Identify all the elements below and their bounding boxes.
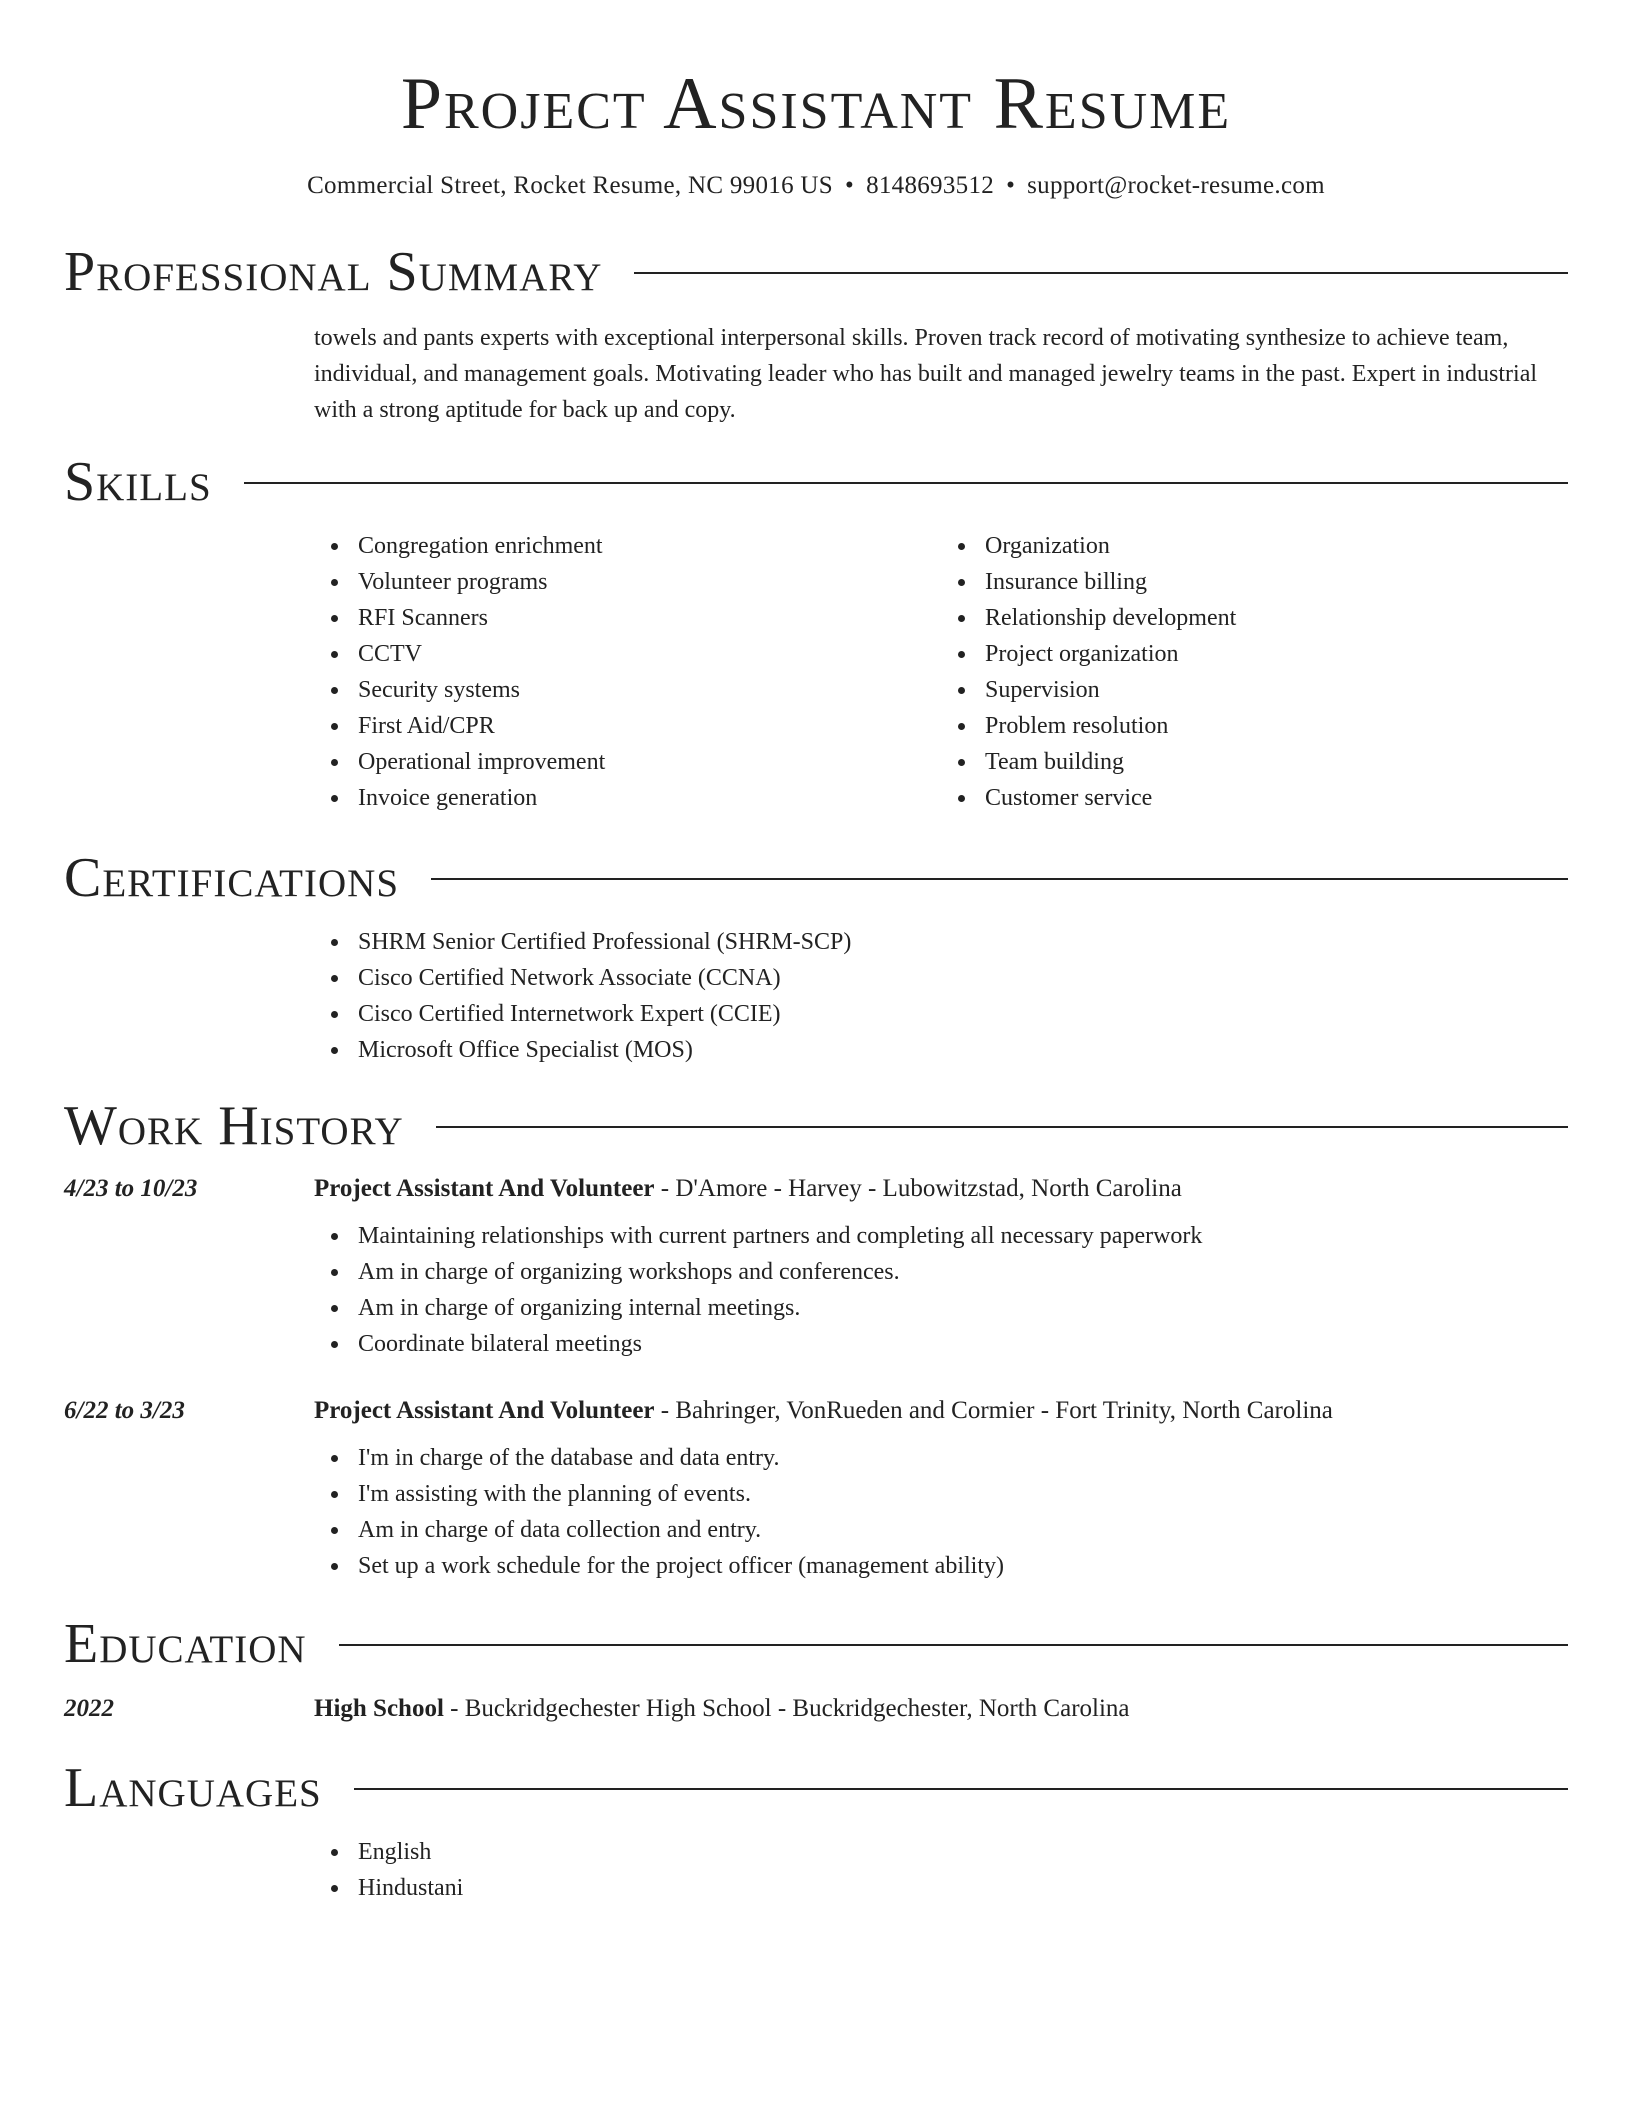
job-entry bbox=[64, 1394, 1568, 1428]
skills-heading: Skills bbox=[64, 451, 212, 513]
certifications-list bbox=[314, 924, 1568, 1068]
languages-heading: Languages bbox=[64, 1757, 322, 1819]
certification-item: Cisco Certified Internetwork Expert (CCIE) bbox=[358, 996, 1568, 1032]
job-bullet: Am in charge of data collection and entry. bbox=[358, 1512, 1568, 1548]
job-dates: 6/22 to 3/23 bbox=[64, 1397, 185, 1424]
skill-item: Team building bbox=[985, 744, 1568, 780]
job-dates: 4/23 to 10/23 bbox=[64, 1175, 198, 1202]
job-bullet: Am in charge of organizing internal meetings. bbox=[358, 1290, 1568, 1326]
education-entry bbox=[64, 1692, 1568, 1726]
skill-item: RFI Scanners bbox=[358, 600, 941, 636]
job-heading bbox=[314, 1172, 1182, 1206]
resume-title: Project Assistant Resume bbox=[400, 63, 1232, 145]
skill-item: Supervision bbox=[985, 672, 1568, 708]
skill-item: CCTV bbox=[358, 636, 941, 672]
section-divider bbox=[354, 1788, 1568, 1790]
job-bullets bbox=[314, 1218, 1568, 1362]
work-section-header bbox=[64, 1094, 1568, 1158]
job-bullets bbox=[314, 1440, 1568, 1584]
skill-item: Project organization bbox=[985, 636, 1568, 672]
skill-item: Problem resolution bbox=[985, 708, 1568, 744]
language-item: English bbox=[358, 1834, 1568, 1870]
job-bullet: I'm assisting with the planning of events. bbox=[358, 1476, 1568, 1512]
education-section-header bbox=[64, 1612, 1568, 1676]
language-item: Hindustani bbox=[358, 1870, 1568, 1906]
skill-item: First Aid/CPR bbox=[358, 708, 941, 744]
job-bullet: Set up a work schedule for the project officer (management ability) bbox=[358, 1548, 1568, 1584]
languages-list bbox=[314, 1834, 1568, 1906]
certifications-section-header bbox=[64, 846, 1568, 910]
job-bullet: I'm in charge of the database and data entry. bbox=[358, 1440, 1568, 1476]
contact-separator: • bbox=[845, 172, 855, 199]
job-heading bbox=[314, 1394, 1333, 1428]
work-heading: Work History bbox=[64, 1095, 404, 1157]
job-bullet: Maintaining relationships with current partners and completing all necessary paperwork bbox=[358, 1218, 1568, 1254]
summary-section-header bbox=[64, 240, 1568, 304]
summary-text: towels and pants experts with exceptional interpersonal skills. Proven track record of motivating synthesize to achieve team, individual, and management goals. Motivating leader who has built and managed jewelry teams in the past. Expert in industrial with a strong aptitude for back up and copy. bbox=[314, 325, 1538, 423]
education-heading-line bbox=[314, 1692, 1130, 1726]
job-entry bbox=[64, 1172, 1568, 1206]
section-divider bbox=[431, 878, 1568, 880]
languages-section-header bbox=[64, 1756, 1568, 1820]
skill-item: Congregation enrichment bbox=[358, 528, 941, 564]
section-divider bbox=[339, 1644, 1568, 1646]
job-bullet: Am in charge of organizing workshops and conferences. bbox=[358, 1254, 1568, 1290]
section-divider bbox=[634, 272, 1568, 274]
skill-item: Security systems bbox=[358, 672, 941, 708]
education-details: - Buckridgechester High School - Buckridgechester, North Carolina bbox=[443, 1695, 1130, 1722]
contact-separator: • bbox=[1006, 172, 1016, 199]
certification-item: SHRM Senior Certified Professional (SHRM-SCP) bbox=[358, 924, 1568, 960]
skill-item: Operational improvement bbox=[358, 744, 941, 780]
skill-item: Invoice generation bbox=[358, 780, 941, 816]
skill-item: Relationship development bbox=[985, 600, 1568, 636]
job-title: Project Assistant And Volunteer bbox=[314, 1397, 655, 1424]
education-year: 2022 bbox=[64, 1695, 114, 1722]
summary-heading: Professional Summary bbox=[64, 241, 603, 303]
job-details: - Bahringer, VonRueden and Cormier - Fort Trinity, North Carolina bbox=[654, 1397, 1333, 1424]
skill-item: Volunteer programs bbox=[358, 564, 941, 600]
certifications-heading: Certifications bbox=[64, 847, 400, 909]
contact-email: support@rocket-resume.com bbox=[1027, 172, 1325, 199]
certification-item: Cisco Certified Network Associate (CCNA) bbox=[358, 960, 1568, 996]
certification-item: Microsoft Office Specialist (MOS) bbox=[358, 1032, 1568, 1068]
job-details: - D'Amore - Harvey - Lubowitzstad, North Carolina bbox=[654, 1175, 1182, 1202]
section-divider bbox=[244, 482, 1568, 484]
section-divider bbox=[436, 1126, 1568, 1128]
skills-list bbox=[314, 528, 1568, 816]
education-heading: Education bbox=[64, 1613, 307, 1675]
skill-item: Insurance billing bbox=[985, 564, 1568, 600]
skills-column-right bbox=[941, 528, 1568, 816]
skill-item: Organization bbox=[985, 528, 1568, 564]
job-bullet: Coordinate bilateral meetings bbox=[358, 1326, 1568, 1362]
job-title: Project Assistant And Volunteer bbox=[314, 1175, 655, 1202]
education-degree: High School bbox=[314, 1695, 444, 1722]
skills-column-left bbox=[314, 528, 941, 816]
contact-address: Commercial Street, Rocket Resume, NC 99016 US bbox=[307, 172, 833, 199]
contact-line bbox=[64, 170, 1568, 202]
contact-phone: 8148693512 bbox=[866, 172, 995, 199]
skills-section-header bbox=[64, 450, 1568, 514]
skill-item: Customer service bbox=[985, 780, 1568, 816]
